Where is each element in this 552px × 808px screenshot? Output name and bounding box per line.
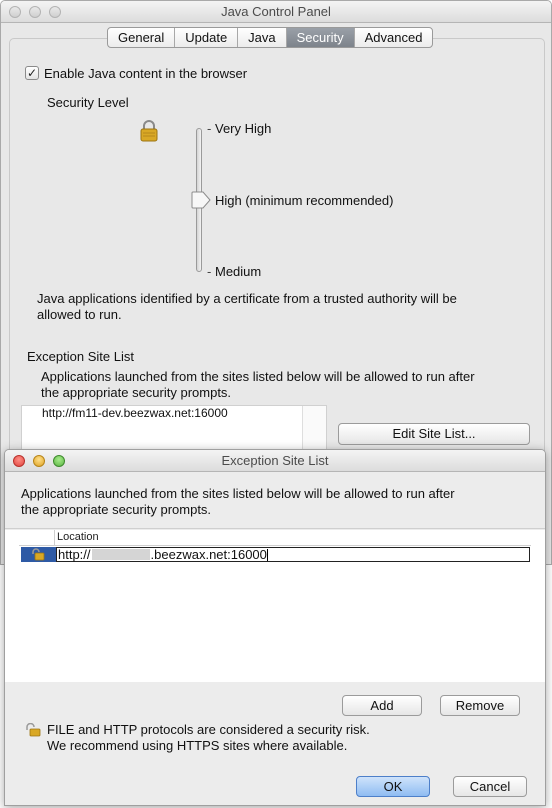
dialog-close-button[interactable] <box>13 455 25 467</box>
location-prefix: http:// <box>58 547 91 562</box>
level-medium-label[interactable]: Medium <box>215 264 262 279</box>
exception-site-list-dialog <box>4 449 546 806</box>
dialog-window-controls <box>13 455 65 467</box>
cancel-button[interactable]: Cancel <box>453 776 527 797</box>
icon-column-header <box>19 530 55 546</box>
level-very-high-label[interactable]: Very High <box>215 121 272 136</box>
unlocked-warning-icon <box>25 723 41 737</box>
security-level-slider-knob[interactable] <box>191 191 211 209</box>
warning-line1: FILE and HTTP protocols are considered a security risk. <box>47 722 370 737</box>
tab-java[interactable]: Java <box>238 28 286 47</box>
dialog-description-line2: the appropriate security prompts. <box>21 502 212 517</box>
dialog-lower-area <box>5 682 545 806</box>
enable-java-label: Enable Java content in the browser <box>44 66 248 81</box>
location-edit-field[interactable] <box>56 547 530 562</box>
site-table[interactable] <box>5 530 545 682</box>
site-list-scrollbar[interactable] <box>302 406 326 454</box>
dialog-description-area <box>5 473 545 529</box>
exception-description-line2: the appropriate security prompts. <box>41 385 232 400</box>
level-high-label[interactable]: High (minimum recommended) <box>215 193 394 208</box>
dialog-zoom-button[interactable] <box>53 455 65 467</box>
window-controls <box>9 6 61 18</box>
dialog-description-line1: Applications launched from the sites listed below will be allowed to run after <box>21 486 455 501</box>
zoom-window-button[interactable] <box>49 6 61 18</box>
exception-description-line1: Applications launched from the sites listed below will be allowed to run after <box>41 369 475 384</box>
edit-site-list-button[interactable]: Edit Site List... <box>338 423 530 445</box>
enable-java-checkbox[interactable]: ✓ <box>26 66 38 80</box>
dialog-title-bar <box>5 450 545 472</box>
location-column-header[interactable]: Location <box>57 531 99 543</box>
level-description-line2: allowed to run. <box>37 307 122 322</box>
ok-button[interactable]: OK <box>356 776 430 797</box>
dialog-minimize-button[interactable] <box>33 455 45 467</box>
title-bar <box>1 1 551 23</box>
unlocked-icon <box>31 548 45 561</box>
add-button[interactable]: Add <box>342 695 422 716</box>
tick-medium: - <box>207 264 212 279</box>
remove-button[interactable]: Remove <box>440 695 520 716</box>
tab-bar <box>107 27 433 48</box>
minimize-window-button[interactable] <box>29 6 41 18</box>
tab-security[interactable]: Security <box>287 28 355 47</box>
window-title: Java Control Panel <box>221 4 331 19</box>
close-window-button[interactable] <box>9 6 21 18</box>
site-list-box[interactable] <box>21 405 327 455</box>
tick-very-high: - <box>207 121 212 136</box>
location-suffix: .beezwax.net:16000 <box>150 547 267 562</box>
table-row[interactable] <box>21 547 530 562</box>
tab-general[interactable]: General <box>108 28 175 47</box>
text-cursor <box>267 549 268 561</box>
tab-advanced[interactable]: Advanced <box>364 30 423 45</box>
security-level-heading: Security Level <box>47 95 129 110</box>
redacted-hostname <box>92 549 150 560</box>
warning-line2: We recommend using HTTPS sites where available. <box>47 738 348 753</box>
lock-icon <box>139 120 159 142</box>
site-list-item[interactable]: http://fm11-dev.beezwax.net:16000 <box>42 406 228 420</box>
level-description-line1: Java applications identified by a certificate from a trusted authority will be <box>37 291 457 306</box>
exception-site-list-heading: Exception Site List <box>27 349 134 364</box>
site-table-header <box>19 530 531 546</box>
tab-update[interactable]: Update <box>175 28 238 47</box>
row-icon-cell <box>21 547 56 562</box>
dialog-title: Exception Site List <box>221 453 329 468</box>
